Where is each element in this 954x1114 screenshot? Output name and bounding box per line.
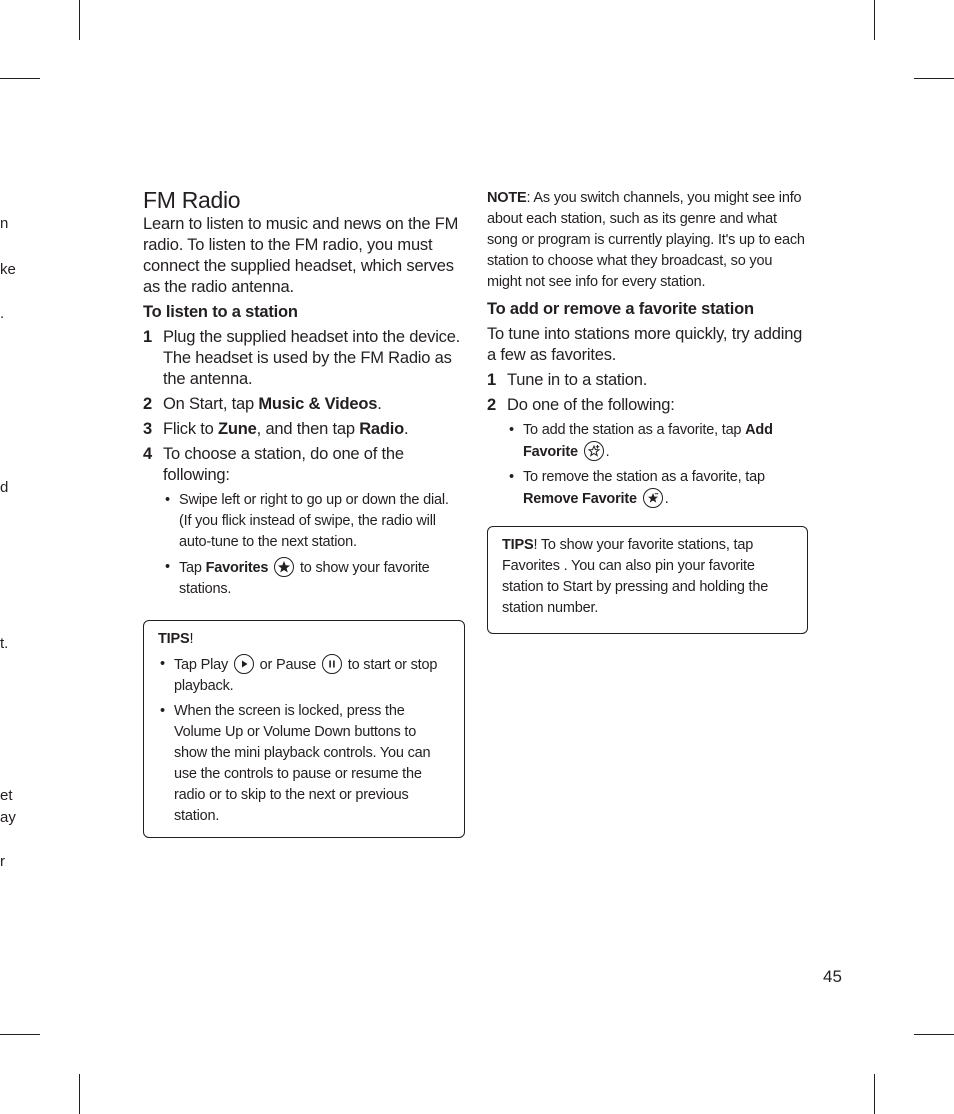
step-text: On Start, tap [163, 395, 259, 413]
crop-mark [914, 78, 954, 79]
tips-text: ! To show your favorite stations, tap Favorites . You can also pin your favorite station to Start by pressing and holding the station number. [502, 537, 769, 616]
tips-exclamation: ! [189, 631, 194, 647]
note-label: NOTE [487, 190, 527, 206]
bullet-item [163, 557, 463, 600]
bullet-text: to show your favorite stations. [179, 560, 430, 597]
bullet-dot: • [160, 703, 165, 719]
bullet-bold: Favorites [205, 560, 269, 576]
remove-favorite-icon [643, 488, 663, 508]
section-heading: To listen to a station [143, 303, 298, 321]
crop-mark [874, 1074, 875, 1114]
step-item [487, 395, 807, 416]
edge-fragment: . [0, 305, 5, 322]
tips-heading [158, 629, 450, 650]
step-bold: Radio [359, 420, 405, 438]
bullet-text: . [664, 491, 669, 507]
bullet-item [158, 701, 450, 827]
bullet-text: Tap [179, 560, 206, 576]
bullet-list [487, 420, 807, 510]
note-paragraph [487, 188, 807, 293]
bullet-item [507, 467, 807, 510]
crop-mark [0, 78, 40, 79]
step-text: Tune in to a station. [507, 371, 648, 389]
step-text: . [377, 395, 382, 413]
step-text: To choose a station, do one of the following: [163, 445, 404, 484]
bullet-bold: Remove Favorite [523, 491, 637, 507]
bullet-text: or Pause [255, 657, 320, 673]
step-item [487, 370, 807, 391]
bullet-item [163, 490, 463, 553]
edge-fragment: n [0, 215, 9, 232]
step-number: 1 [143, 328, 152, 346]
step-bold: Zune [218, 420, 257, 438]
note-text: : As you switch channels, you might see info about each station, such as its genre and what song or program is currently playing. It's up to each station to choose what they broadcast, so you might not see info for every station. [487, 190, 805, 290]
left-column [143, 186, 463, 838]
bullet-bold: Add Favorite [523, 422, 773, 460]
crop-mark [79, 0, 80, 40]
intro-paragraph: To tune into stations more quickly, try adding a few as favorites. [487, 325, 803, 364]
step-number: 4 [143, 445, 152, 463]
bullet-text: Swipe left or right to go up or down the dial. (If you flick instead of swipe, the radio will auto-tune to the next station. [179, 492, 449, 550]
step-text: Do one of the following: [507, 396, 675, 414]
right-column [487, 188, 807, 634]
step-text: . [404, 420, 409, 438]
tips-box [487, 526, 808, 634]
tips-paragraph [502, 535, 793, 619]
step-text: Flick to [163, 420, 219, 438]
bullet-item [507, 420, 807, 463]
bullet-dot: • [165, 559, 170, 575]
favorites-star-icon [274, 557, 294, 577]
page-number: 45 [823, 967, 842, 986]
bullet-list [143, 490, 463, 600]
edge-fragment: et [0, 787, 13, 804]
tips-label: TIPS [502, 537, 534, 553]
bullet-text: . [605, 444, 610, 460]
edge-fragment: r [0, 853, 5, 870]
edge-fragment: ay [0, 809, 16, 826]
tips-label: TIPS [158, 631, 190, 647]
crop-mark [874, 0, 875, 40]
step-item [143, 419, 463, 440]
bullet-dot: • [509, 469, 514, 485]
page-title: FM Radio [143, 187, 241, 213]
crop-mark [0, 1034, 40, 1035]
tips-box [143, 620, 465, 838]
step-text: , and then tap [256, 420, 360, 438]
pause-icon [322, 654, 342, 674]
bullet-item [158, 654, 450, 697]
bullet-dot: • [509, 422, 514, 438]
bullet-text: When the screen is locked, press the Volume Up or Volume Down buttons to show the mini playback controls. You can use the controls to pause or resume the radio or to skip to the next or previous station. [174, 703, 431, 824]
edge-fragment: d [0, 479, 9, 496]
bullet-text: To add the station as a favorite, tap [523, 422, 746, 438]
step-text: Plug the supplied headset into the device. The headset is used by the FM Radio as the antenna. [163, 328, 461, 388]
step-item [143, 444, 463, 486]
bullet-text: to start or stop playback. [174, 657, 438, 694]
bullet-dot: • [165, 492, 170, 508]
step-item [143, 394, 463, 415]
bullet-dot: • [160, 656, 165, 672]
edge-fragment: ke [0, 261, 16, 278]
crop-mark [79, 1074, 80, 1114]
crop-mark [914, 1034, 954, 1035]
bullet-text: To remove the station as a favorite, tap [523, 469, 765, 485]
bullet-text: Tap Play [174, 657, 232, 673]
play-icon [234, 654, 254, 674]
section-heading: To add or remove a favorite station [487, 300, 754, 318]
step-item [143, 327, 463, 390]
step-number: 3 [143, 420, 152, 438]
step-number: 1 [487, 371, 496, 389]
edge-fragment: t. [0, 635, 9, 652]
intro-paragraph: Learn to listen to music and news on the FM radio. To listen to the FM radio, you must connect the supplied headset, which serves as the radio antenna. [143, 215, 459, 296]
step-number: 2 [487, 396, 496, 414]
add-favorite-icon [584, 441, 604, 461]
step-bold: Music & Videos [258, 395, 378, 413]
step-number: 2 [143, 395, 152, 413]
